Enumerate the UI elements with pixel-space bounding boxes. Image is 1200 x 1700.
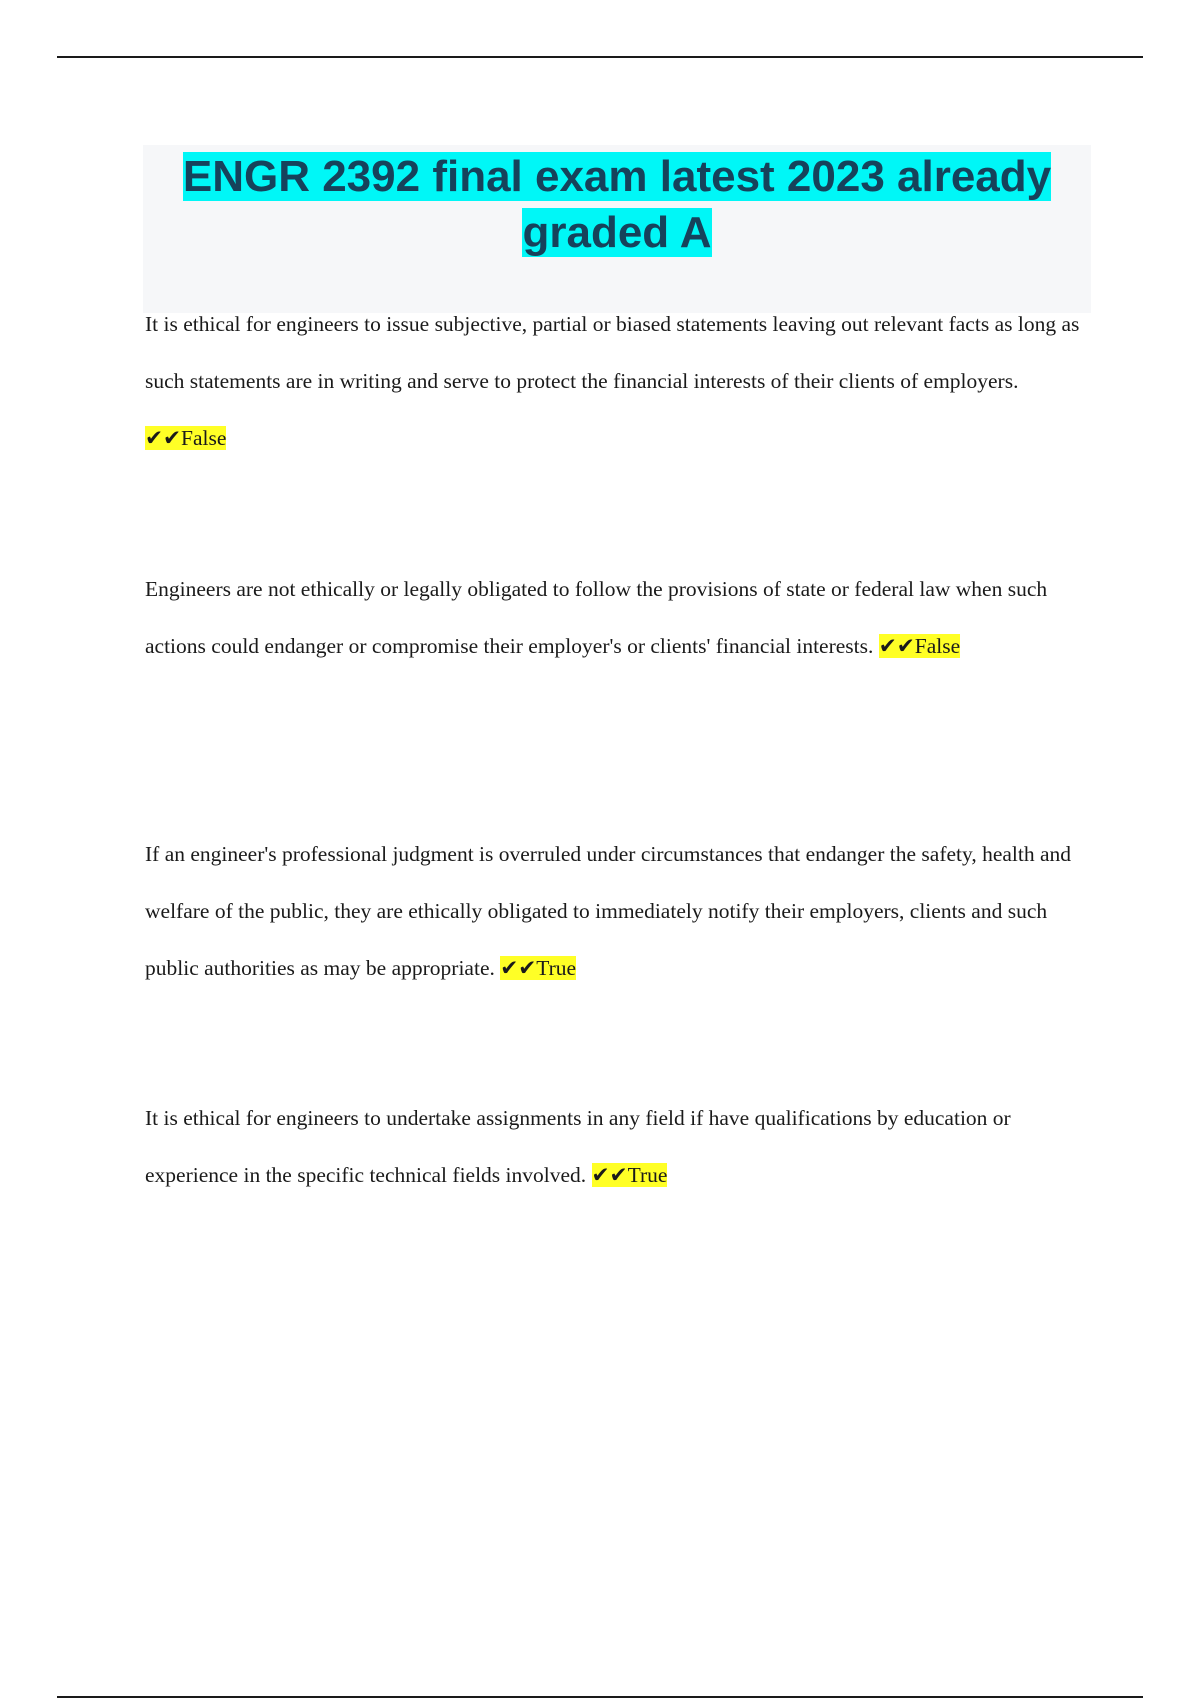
question-text: It is ethical for engineers to undertake assignments in any field if have qualifications by education or experience in the specific technical fields involved. <box>145 1106 1011 1187</box>
question-4 <box>145 1090 1095 1204</box>
document-title <box>143 145 1091 261</box>
top-rule <box>57 56 1143 58</box>
answer-highlight: ✔✔True <box>591 1163 668 1187</box>
answer-highlight: ✔✔True <box>500 956 577 980</box>
question-text: Engineers are not ethically or legally obligated to follow the provisions of state or federal law when such actions could endanger or compromise their employer's or clients' financial interests. <box>145 577 1048 658</box>
document-title-text: ENGR 2392 final exam latest 2023 already graded A <box>182 152 1052 257</box>
question-2 <box>145 561 1095 675</box>
bottom-rule <box>57 1696 1143 1698</box>
answer-highlight: ✔✔False <box>878 634 961 658</box>
question-text: It is ethical for engineers to issue subjective, partial or biased statements leaving out relevant facts as long as such statements are in writing and serve to protect the financial interests of their clients of employers. <box>145 312 1080 393</box>
question-1 <box>145 296 1095 467</box>
question-3 <box>145 826 1095 997</box>
answer-highlight: ✔✔False <box>145 426 227 450</box>
question-text: If an engineer's professional judgment is overruled under circumstances that endanger the safety, health and welfare of the public, they are ethically obligated to immediately notify their employers, clients and such public authorities as may be appropriate. <box>145 842 1072 980</box>
title-banner <box>143 145 1091 313</box>
